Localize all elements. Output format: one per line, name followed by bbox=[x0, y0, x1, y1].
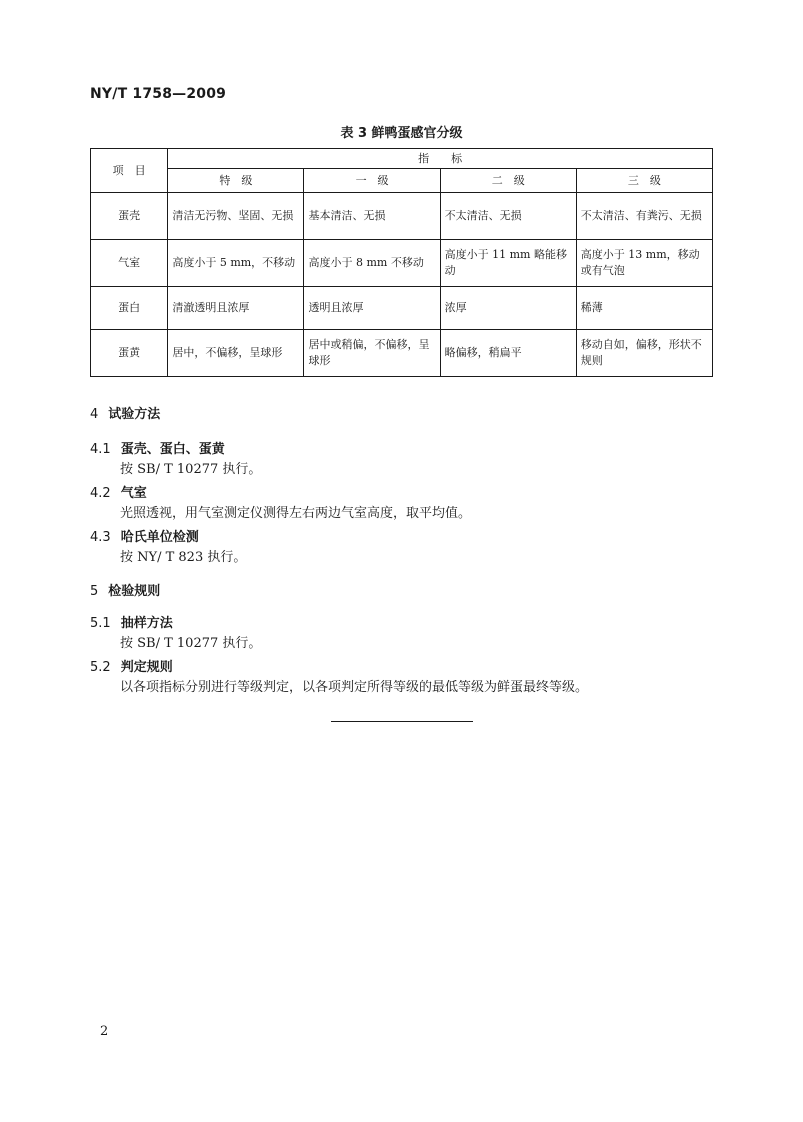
table-cell: 略偏移，稍扁平 bbox=[440, 330, 576, 377]
section-text: 光照透视，用气室测定仪测得左右两边气室高度，取平均值。 bbox=[120, 506, 472, 521]
section-number: 5 bbox=[90, 584, 99, 599]
table-cell: 高度小于 11 mm 略能移动 bbox=[440, 240, 576, 287]
section-text: 以各项指标分别进行等级判定，以各项判定所得等级的最低等级为鲜蛋最终等级。 bbox=[120, 680, 589, 695]
section-text: 按 SB/ T 10277 执行。 bbox=[120, 462, 262, 477]
row-item: 蛋壳 bbox=[91, 193, 168, 240]
table-cell: 居中，不偏移，呈球形 bbox=[168, 330, 304, 377]
table-cell: 移动自如，偏移，形状不规则 bbox=[576, 330, 712, 377]
section-heading bbox=[90, 438, 225, 457]
grade-header: 特 级 bbox=[168, 169, 304, 193]
table-row bbox=[91, 193, 713, 240]
section-title: 气室 bbox=[120, 486, 147, 501]
table-cell: 稀薄 bbox=[576, 287, 712, 330]
table-cell: 高度小于 13 mm，移动或有气泡 bbox=[576, 240, 712, 287]
table-cell: 透明且浓厚 bbox=[304, 287, 440, 330]
row-item: 蛋黄 bbox=[91, 330, 168, 377]
section-heading bbox=[90, 656, 173, 675]
table-cell: 居中或稍偏，不偏移，呈球形 bbox=[304, 330, 440, 377]
end-rule bbox=[331, 721, 473, 722]
grade-header-row bbox=[91, 169, 713, 193]
section-heading bbox=[90, 526, 199, 545]
section-title: 哈氏单位检测 bbox=[120, 530, 199, 545]
item-header: 项 目 bbox=[91, 149, 168, 193]
table-cell: 清澈透明且浓厚 bbox=[168, 287, 304, 330]
section-heading bbox=[90, 482, 147, 501]
table-cell: 不太清洁、有粪污、无损 bbox=[576, 193, 712, 240]
table-header-row bbox=[91, 149, 713, 169]
table-title: 表 3 鲜鸭蛋感官分级 bbox=[340, 126, 463, 141]
grade-header: 三 级 bbox=[576, 169, 712, 193]
section-number: 4.1 bbox=[90, 442, 111, 457]
section-number: 5.2 bbox=[90, 660, 111, 675]
section-number: 4.3 bbox=[90, 530, 111, 545]
section-title: 判定规则 bbox=[120, 660, 173, 675]
table-row bbox=[91, 287, 713, 330]
section-number: 4 bbox=[90, 407, 99, 422]
page-number: 2 bbox=[100, 1024, 109, 1039]
grade-header: 一 级 bbox=[304, 169, 440, 193]
table-row bbox=[91, 330, 713, 377]
grade-header: 二 级 bbox=[440, 169, 576, 193]
table-cell: 基本清洁、无损 bbox=[304, 193, 440, 240]
table-cell: 不太清洁、无损 bbox=[440, 193, 576, 240]
section-text: 按 NY/ T 823 执行。 bbox=[120, 550, 247, 565]
grading-table bbox=[90, 148, 713, 377]
section-title: 检验规则 bbox=[108, 584, 161, 599]
section-number: 4.2 bbox=[90, 486, 111, 501]
row-item: 蛋白 bbox=[91, 287, 168, 330]
section-title: 蛋壳、蛋白、蛋黄 bbox=[120, 442, 225, 457]
table-cell: 高度小于 8 mm 不移动 bbox=[304, 240, 440, 287]
section-heading bbox=[90, 580, 160, 599]
section-number: 5.1 bbox=[90, 616, 111, 631]
section-title: 试验方法 bbox=[108, 407, 161, 422]
section-text: 按 SB/ T 10277 执行。 bbox=[120, 636, 262, 651]
index-header: 指 标 bbox=[168, 149, 713, 169]
table-cell: 清洁无污物、坚固、无损 bbox=[168, 193, 304, 240]
table-cell: 浓厚 bbox=[440, 287, 576, 330]
row-item: 气室 bbox=[91, 240, 168, 287]
standard-code: NY/T 1758—2009 bbox=[90, 86, 227, 102]
table-row bbox=[91, 240, 713, 287]
section-heading bbox=[90, 612, 173, 631]
section-heading bbox=[90, 403, 160, 422]
section-title: 抽样方法 bbox=[120, 616, 173, 631]
table-cell: 高度小于 5 mm，不移动 bbox=[168, 240, 304, 287]
